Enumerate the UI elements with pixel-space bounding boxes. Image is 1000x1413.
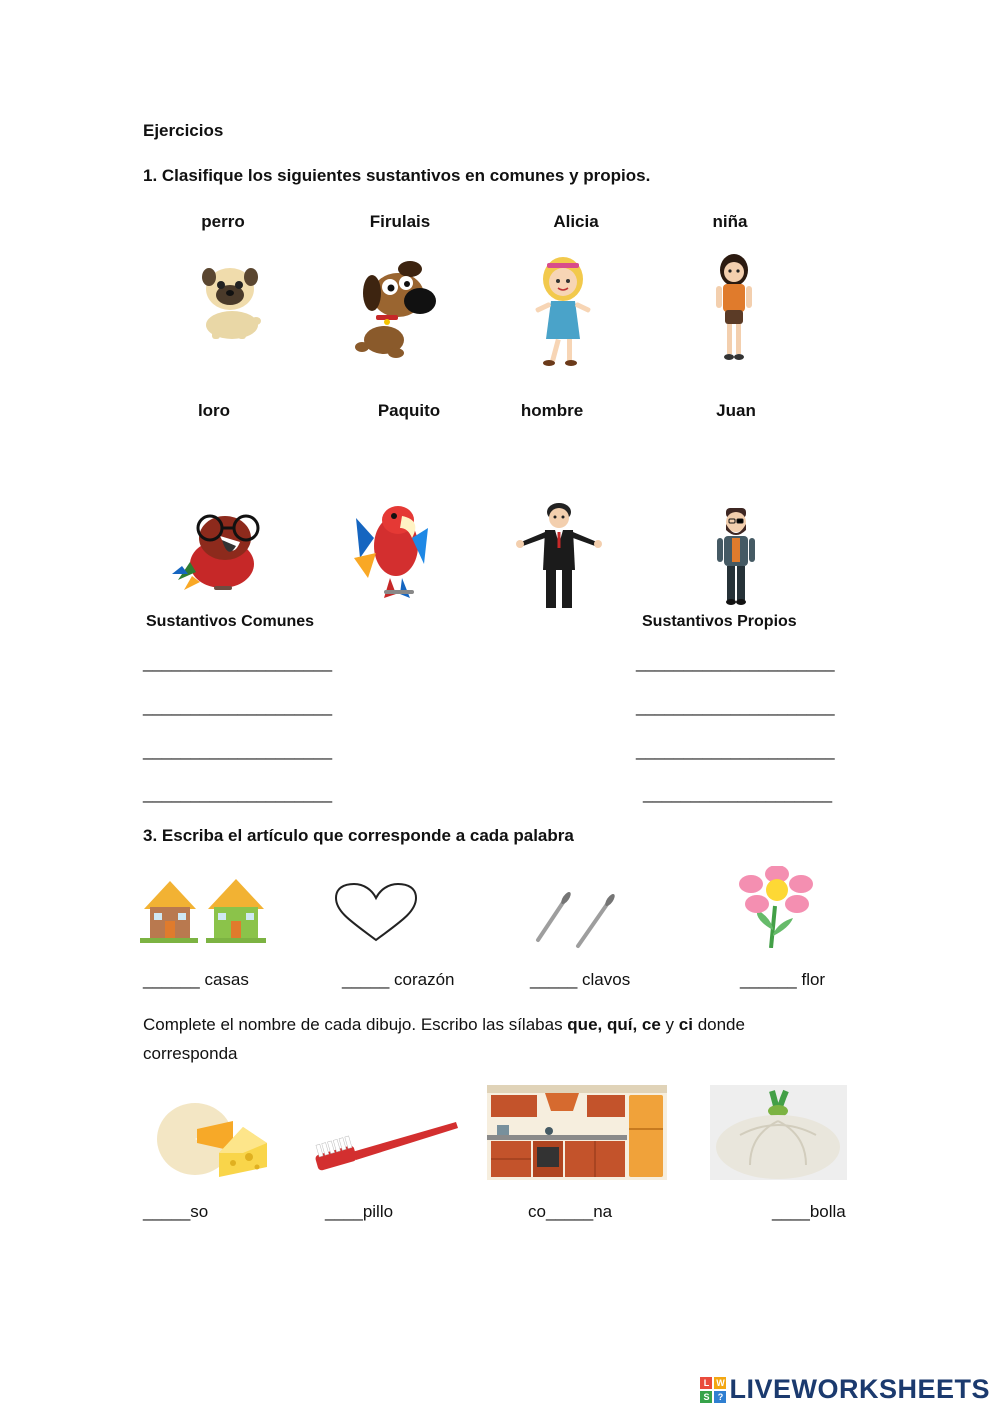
article-blank-4[interactable]: ______: [740, 970, 797, 989]
toothbrush-image: [312, 1110, 460, 1176]
article-item-flor: [740, 970, 825, 990]
word-alicia: Alicia: [553, 212, 599, 231]
proper-nouns-label: Sustantivos Propios: [642, 613, 797, 630]
article-blank-1[interactable]: ______: [143, 970, 200, 989]
man-suit-image: [515, 498, 603, 613]
article-word-clavos: clavos: [582, 970, 631, 989]
logo-letter-3: S: [700, 1391, 712, 1403]
red-parrot-image: [350, 498, 432, 603]
liveworksheets-logo: [700, 1374, 990, 1405]
common-answer-line-2[interactable]: ____________________: [143, 697, 333, 716]
brand-name: LIVEWORKSHEETS: [729, 1374, 990, 1404]
cartoon-dog-image: [350, 255, 438, 360]
instruction-syllables-1: que, quí, ce: [567, 1015, 661, 1034]
proper-answer-line-3[interactable]: _____________________: [636, 741, 835, 760]
article-word-corazon: corazón: [394, 970, 455, 989]
article-item-casas: [143, 970, 249, 990]
word-paquito: Paquito: [377, 401, 441, 420]
kitchen-image: [487, 1085, 667, 1180]
syllable-item-queso[interactable]: _____so: [143, 1202, 209, 1221]
word-hombre: hombre: [520, 401, 584, 420]
question-3-title: 3. Escriba el artículo que corresponde a cada palabra: [143, 826, 574, 845]
pug-dog-image: [190, 255, 270, 345]
proper-answer-line-4[interactable]: ____________________: [643, 784, 833, 803]
article-blank-3[interactable]: _____: [530, 970, 578, 989]
common-answer-line-1[interactable]: ____________________: [143, 653, 333, 672]
word-firulais: Firulais: [369, 212, 431, 231]
syllable-item-cebolla[interactable]: ____bolla: [772, 1202, 846, 1221]
onion-image: [710, 1085, 847, 1180]
proper-answer-line-1[interactable]: _____________________: [636, 653, 835, 672]
question-1-title: 1. Clasifique los siguientes sustantivos en comunes y propios.: [143, 166, 651, 185]
instruction-text-post: donde: [692, 1015, 745, 1034]
word-loro: loro: [197, 401, 231, 420]
article-blank-2[interactable]: _____: [342, 970, 390, 989]
instruction-text-y: y: [660, 1015, 679, 1034]
bearded-man-image: [712, 502, 760, 607]
article-item-clavos: [530, 970, 630, 990]
common-answer-line-4[interactable]: ____________________: [143, 784, 333, 803]
nails-image: [530, 890, 620, 950]
proper-answer-line-2[interactable]: _____________________: [636, 697, 835, 716]
instruction-text-pre: Complete el nombre de cada dibujo. Escribo las sílabas: [143, 1015, 568, 1034]
word-juan: Juan: [716, 401, 756, 420]
girl-brunette-image: [710, 250, 758, 365]
cheese-image: [153, 1095, 271, 1181]
article-item-corazon: [342, 970, 455, 990]
girl-blonde-image: [525, 255, 600, 373]
word-nina: niña: [712, 212, 748, 231]
flower-image: [735, 866, 819, 948]
syllable-item-cepillo[interactable]: ____pillo: [325, 1202, 394, 1221]
logo-letter-2: W: [716, 1377, 725, 1388]
logo-letter-1: L: [700, 1377, 712, 1389]
question-4-instruction-line2: corresponda: [143, 1044, 238, 1063]
logo-letter-4: ?: [714, 1391, 726, 1403]
word-perro: perro: [201, 212, 245, 231]
syllable-item-cocina[interactable]: co_____na: [528, 1202, 613, 1221]
parrot-glasses-image: [170, 502, 270, 597]
instruction-syllables-2: ci: [678, 1015, 693, 1034]
common-answer-line-3[interactable]: ____________________: [143, 741, 333, 760]
question-4-instruction: [143, 1015, 745, 1035]
article-word-casas: casas: [204, 970, 249, 989]
heart-image: [332, 882, 420, 944]
logo-mark-icon: [700, 1377, 726, 1403]
houses-image: [140, 875, 268, 945]
article-word-flor: flor: [801, 970, 826, 989]
common-nouns-label: Sustantivos Comunes: [146, 613, 315, 630]
page-heading: Ejercicios: [143, 121, 224, 140]
